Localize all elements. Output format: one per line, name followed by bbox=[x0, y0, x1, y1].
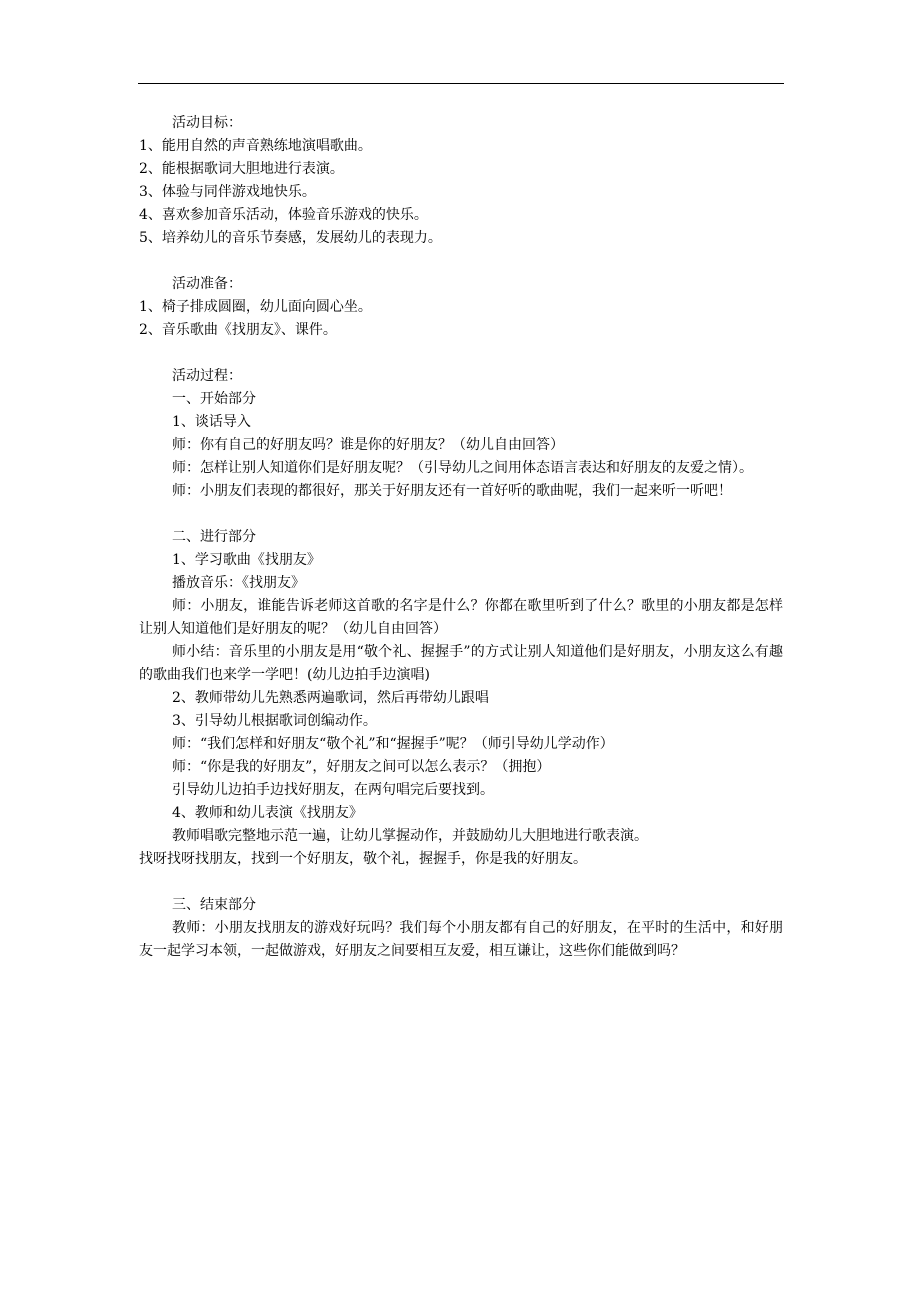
goal-item: 3、体验与同伴游戏地快乐。 bbox=[139, 184, 316, 200]
spacer bbox=[139, 250, 783, 273]
goal-item: 2、能根据歌词大胆地进行表演。 bbox=[139, 161, 344, 177]
part1-sub1: 1、谈话导入 bbox=[172, 414, 251, 430]
part2-sub1: 1、学习歌曲《找朋友》 bbox=[172, 552, 321, 568]
part2-para2: 师小结：音乐里的小朋友是用“敬个礼、握握手”的方式让别人知道他们是好朋友，小朋友这么有趣的歌曲我们也来学一学吧！(幼儿边拍手边演唱) bbox=[139, 644, 783, 683]
part3-title: 三、结束部分 bbox=[172, 897, 256, 913]
part1-para1: 师：怎样让别人知道你们是好朋友呢？（引导幼儿之间用体态语言表达和好朋友的友爱之情）。 bbox=[172, 460, 753, 476]
part2-demo: 教师唱歌完整地示范一遍，让幼儿掌握动作，并鼓励幼儿大胆地进行歌表演。 bbox=[172, 828, 648, 844]
part2-para1: 师：小朋友，谁能告诉老师这首歌的名字是什么？你都在歌里听到了什么？歌里的小朋友都是怎样让别人知道他们是好朋友的呢？（幼儿自由回答） bbox=[139, 598, 783, 637]
prep-heading: 活动准备： bbox=[172, 276, 242, 292]
part2-q2: 师：“你是我的好朋友”，好朋友之间可以怎么表示？（拥抱） bbox=[172, 759, 551, 775]
part2-q1: 师：“我们怎样和好朋友“敬个礼”和“握握手”呢？（师引导幼儿学动作） bbox=[172, 736, 614, 752]
spacer bbox=[139, 871, 783, 894]
goal-item: 4、喜欢参加音乐活动，体验音乐游戏的快乐。 bbox=[139, 207, 428, 223]
part2-play: 播放音乐：《找朋友》 bbox=[172, 575, 305, 591]
prep-item: 1、椅子排成圆圈，幼儿面向圆心坐。 bbox=[139, 299, 372, 315]
part2-sub3: 3、引导幼儿根据歌词创编动作。 bbox=[172, 713, 377, 729]
part2-sub2: 2、教师带幼儿先熟悉两遍歌词，然后再带幼儿跟唱 bbox=[172, 690, 489, 706]
header-rule bbox=[138, 83, 784, 84]
spacer bbox=[139, 503, 783, 526]
part1-para2: 师：小朋友们表现的都很好，那关于好朋友还有一首好听的歌曲呢，我们一起来听一听吧！ bbox=[172, 483, 732, 499]
process-heading: 活动过程： bbox=[172, 368, 242, 384]
goals-heading: 活动目标： bbox=[172, 115, 242, 131]
part3-para1: 教师：小朋友找朋友的游戏好玩吗？我们每个小朋友都有自己的好朋友，在平时的生活中，和好朋友一起学习本领，一起做游戏，好朋友之间要相互友爱，相互谦让，这些你们能做到吗？ bbox=[139, 920, 783, 959]
goal-item: 5、培养幼儿的音乐节奏感，发展幼儿的表现力。 bbox=[139, 230, 442, 246]
part2-guide: 引导幼儿边拍手边找好朋友，在两句唱完后要找到。 bbox=[172, 782, 494, 798]
part2-sub4: 4、教师和幼儿表演《找朋友》 bbox=[172, 805, 363, 821]
song-lyrics: 找呀找呀找朋友，找到一个好朋友，敬个礼，握握手，你是我的好朋友。 bbox=[139, 851, 587, 867]
document-body bbox=[139, 112, 783, 963]
part1-line1: 师：你有自己的好朋友吗？谁是你的好朋友？（幼儿自由回答） bbox=[172, 437, 564, 453]
prep-item: 2、音乐歌曲《找朋友》、课件。 bbox=[139, 322, 337, 338]
goal-item: 1、能用自然的声音熟练地演唱歌曲。 bbox=[139, 138, 372, 154]
part2-title: 二、进行部分 bbox=[172, 529, 256, 545]
spacer bbox=[139, 342, 783, 365]
part1-title: 一、开始部分 bbox=[172, 391, 256, 407]
